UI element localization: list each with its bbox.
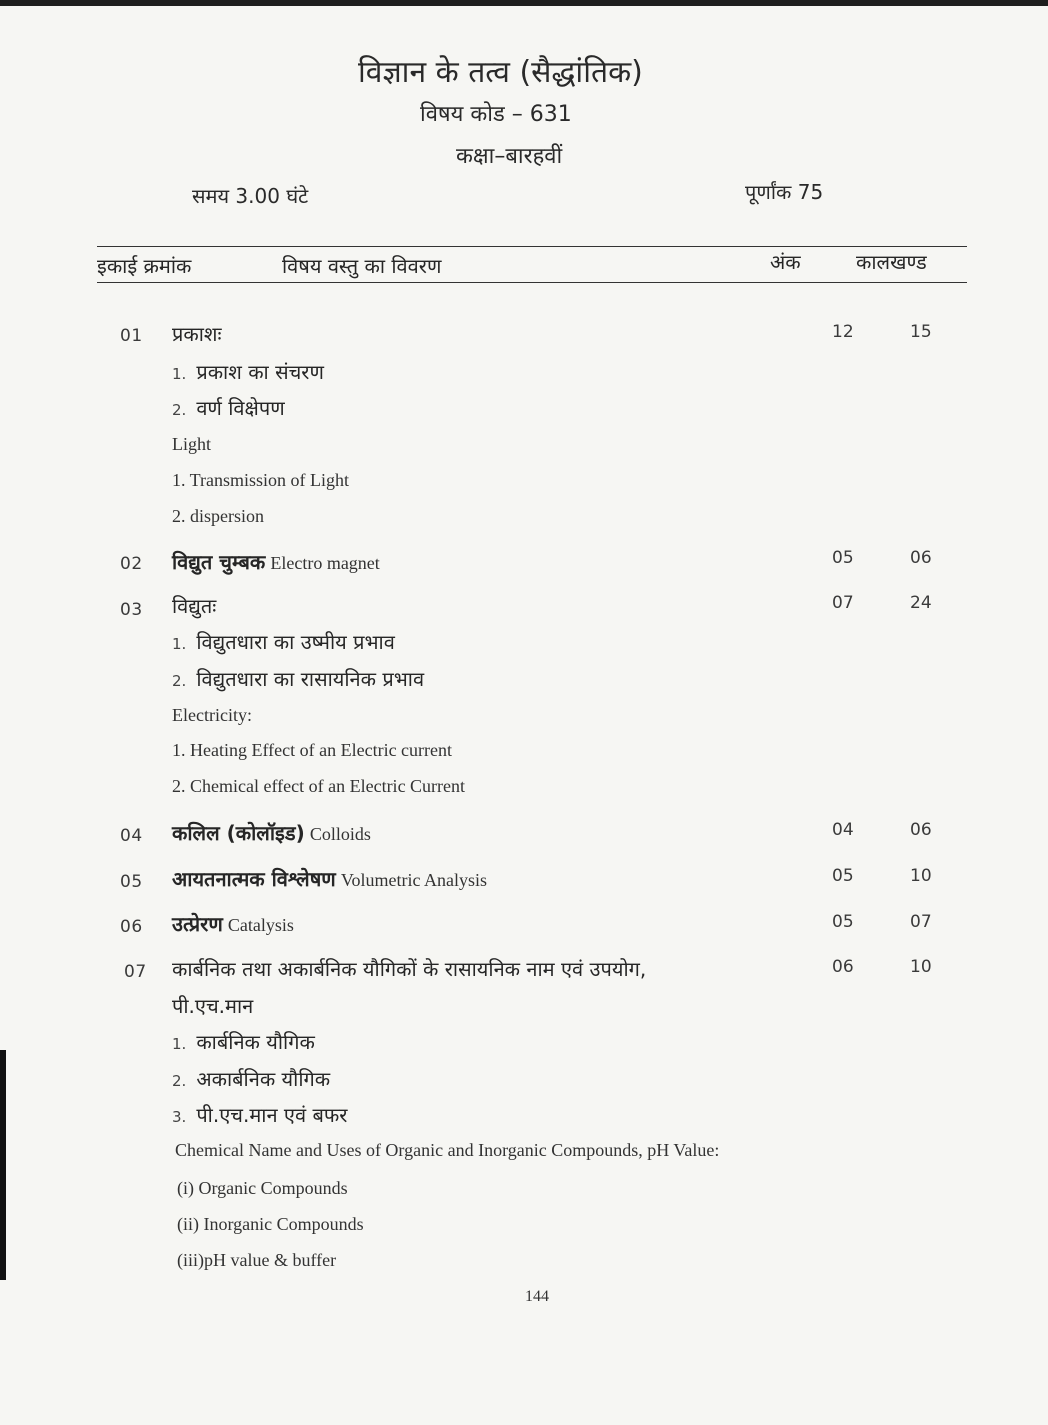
unit-periods: 06 [910, 820, 932, 840]
unit-marks: 05 [832, 866, 854, 886]
unit-periods: 10 [910, 957, 932, 977]
full-marks: पूर्णांक 75 [745, 180, 824, 204]
unit-marks: 12 [832, 322, 854, 342]
unit-title-hindi-cont: पी.एच.मान [172, 994, 254, 1018]
subtopic-english: (i) Organic Compounds [177, 1178, 348, 1198]
header-rule-top [97, 246, 967, 247]
subtopic-english: Chemical Name and Uses of Organic and Inorganic Compounds, pH Value: [175, 1140, 720, 1160]
subtopic-english: (ii) Inorganic Compounds [177, 1214, 364, 1234]
subtopic-english: Electricity: [172, 705, 252, 725]
exam-time: समय 3.00 घंटे [192, 184, 309, 208]
subtopic-english: 2. dispersion [172, 506, 264, 526]
unit-periods: 06 [910, 548, 932, 568]
scan-edge-top [0, 0, 1048, 6]
unit-title-hindi: प्रकाशः [172, 322, 222, 346]
unit-number: 04 [120, 826, 143, 846]
unit-number: 03 [120, 600, 143, 620]
subtopic-hindi: 1. कार्बनिक यौगिक [172, 1030, 315, 1054]
subtopic-hindi: 2. वर्ण विक्षेपण [172, 396, 285, 420]
subtopic-hindi: 1. प्रकाश का संचरण [172, 360, 324, 384]
unit-number: 01 [120, 326, 143, 346]
unit-title: उत्प्रेरण Catalysis [172, 912, 294, 936]
unit-periods: 15 [910, 322, 932, 342]
subtopic-english: (iii)pH value & buffer [177, 1250, 337, 1270]
subtopic-hindi: 3. पी.एच.मान एवं बफर [172, 1103, 348, 1127]
unit-marks: 05 [832, 912, 854, 932]
unit-title: विद्युत चुम्बक Electro magnet [172, 550, 380, 574]
subtopic-english: 1. Heating Effect of an Electric current [172, 740, 453, 760]
unit-title: आयतनात्मक विश्लेषण Volumetric Analysis [172, 867, 488, 891]
unit-number: 06 [120, 917, 143, 937]
page-number: 144 [525, 1288, 549, 1305]
subject-code: विषय कोड – 631 [420, 102, 572, 127]
subtopic-hindi: 2. विद्युतधारा का रासायनिक प्रभाव [172, 667, 425, 691]
unit-marks: 06 [832, 957, 854, 977]
unit-title: कलिल (कोलॉइड) Colloids [172, 821, 371, 845]
col-marks-header: अंक [770, 250, 801, 274]
class-label: कक्षा–बारहवीं [456, 144, 563, 169]
page-title: विज्ञान के तत्व (सैद्धांतिक) [358, 55, 643, 90]
subtopic-hindi: 1. विद्युतधारा का उष्मीय प्रभाव [172, 630, 395, 654]
col-content-header: विषय वस्तु का विवरण [282, 254, 442, 278]
subtopic-english: 2. Chemical effect of an Electric Current [172, 776, 466, 796]
unit-periods: 07 [910, 912, 932, 932]
subtopic-hindi: 2. अकार्बनिक यौगिक [172, 1067, 331, 1091]
unit-marks: 05 [832, 548, 854, 568]
col-periods-header: कालखण्ड [856, 250, 927, 274]
unit-number: 07 [124, 962, 147, 982]
subtopic-english: Light [172, 434, 211, 454]
unit-number: 02 [120, 554, 143, 574]
unit-marks: 07 [832, 593, 854, 613]
unit-number: 05 [120, 872, 143, 892]
unit-periods: 10 [910, 866, 932, 886]
col-unit-header: इकाई क्रमांक [97, 254, 192, 278]
header-rule-bottom [97, 282, 967, 283]
unit-marks: 04 [832, 820, 854, 840]
unit-title-hindi: विद्युतः [172, 594, 217, 618]
unit-title-hindi: कार्बनिक तथा अकार्बनिक यौगिकों के रासायनिक नाम एवं उपयोग, [172, 957, 647, 981]
scan-edge-left [0, 1050, 6, 1280]
subtopic-english: 1. Transmission of Light [172, 470, 350, 490]
unit-periods: 24 [910, 593, 932, 613]
